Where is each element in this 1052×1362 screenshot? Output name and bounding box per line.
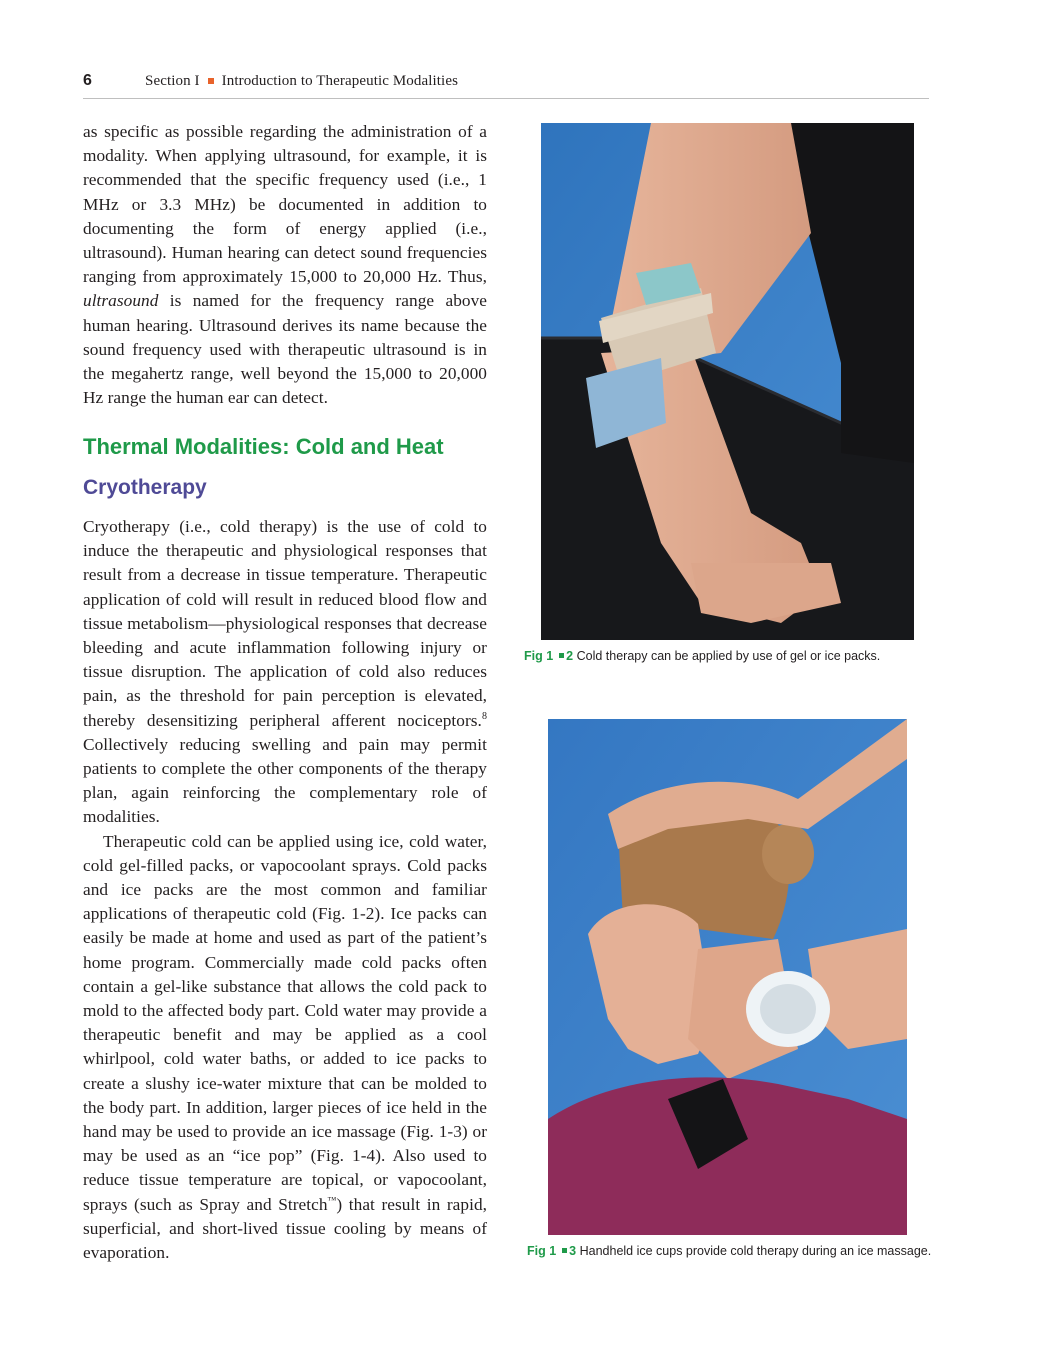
figure-bullet-icon	[562, 1248, 567, 1253]
figure-1-2-caption	[524, 649, 880, 663]
section-heading: Thermal Modalities: Cold and Heat	[83, 434, 444, 459]
figure-1-2-number: 2	[566, 649, 574, 663]
paragraph-cold-applications: Therapeutic cold can be applied using ice, cold water, cold gel-filled packs, or vapocoolant sprays. Cold packs and ice packs are the most common and familiar applications of therapeutic cold (Fig. 1-2). Ice packs can easily be made at home and used as part of the patient’s home program. Commercially made cold packs often contain a gel-like substance that allows the cold pack to mold to the affected body part. Cold water may provide a therapeutic benefit and may be applied as a cool whirlpool, cold water baths, or added to ice packs to create a slushy ice-water mixture that can be molded to the body part. In addition, larger pieces of ice held in the hand may be used to provide an ice massage (Fig. 1-3) or may be used as an “ice pop” (Fig. 1-4). Also used to reduce tissue temperature are topical, or vapocoolant, sprays (such as Spray and Stretch™) that result in rapid, superficial, and short-lived tissue cooling by means of evaporation.	[83, 831, 488, 1263]
page-number: 6	[83, 72, 92, 89]
header-bullet-icon	[208, 78, 214, 84]
emphasis-ultrasound: ultrasound	[83, 291, 159, 311]
running-header	[83, 70, 929, 99]
trademark-symbol: ™	[327, 1194, 337, 1205]
figure-1-3-number: 3	[569, 1244, 577, 1258]
section-label: Section I	[145, 73, 200, 89]
figure-1-2-label: Fig 1	[524, 649, 554, 663]
figure-1-3-photo	[548, 719, 907, 1235]
cold-pack-elbow-illustration	[541, 123, 914, 640]
figure-1-2-photo	[541, 123, 914, 640]
figure-bullet-icon	[559, 653, 564, 658]
chapter-title: Introduction to Therapeutic Modalities	[221, 73, 459, 89]
subsection-heading: Cryotherapy	[83, 476, 207, 499]
figure-1-3-caption	[527, 1244, 931, 1258]
figure-1-3-label: Fig 1	[527, 1244, 557, 1258]
intro-paragraph-block	[83, 120, 487, 410]
figure-1-3-caption-text: Handheld ice cups provide cold therapy during an ice massage.	[579, 1244, 932, 1258]
reference-superscript: 8	[481, 710, 487, 722]
cryotherapy-text-block	[83, 515, 487, 1265]
figure-1-2-caption-text: Cold therapy can be applied by use of gel or ice packs.	[576, 649, 881, 663]
ice-massage-neck-illustration	[548, 719, 907, 1235]
running-head-title	[145, 73, 458, 90]
paragraph-ultrasound: as specific as possible regarding the administration of a modality. When applying ultrasound, for example, it is recommended that the specific frequency used (i.e., 1 MHz or 3.3 MHz) be documented in addition to documenting the form of energy applied (i.e., ultrasound). Human hearing can detect sound frequencies ranging from approximately 15,000 to 20,000 Hz. Thus, ultrasound is named for the frequency range above human hearing. Ultrasound derives its name because the sound frequency used with therapeutic ultrasound is in the megahertz range, well beyond the 15,000 to 20,000 Hz range the human ear can detect.	[83, 122, 487, 408]
paragraph-cryotherapy-definition: Cryotherapy (i.e., cold therapy) is the use of cold to induce the therapeutic and physiological responses that result from a decrease in tissue temperature. Therapeutic application of cold will result in reduced blood flow and tissue metabolism—physiological responses that decrease bleeding and acute inflammation following injury or tissue disruption. The application of cold also reduces pain, as the threshold for pain perception is elevated, thereby desensitizing peripheral afferent nociceptors.$^8$ Collectively reducing swelling and pain may permit patients to complete the other components of the therapy plan, again reinforcing the complementary role of modalities.	[83, 517, 487, 827]
